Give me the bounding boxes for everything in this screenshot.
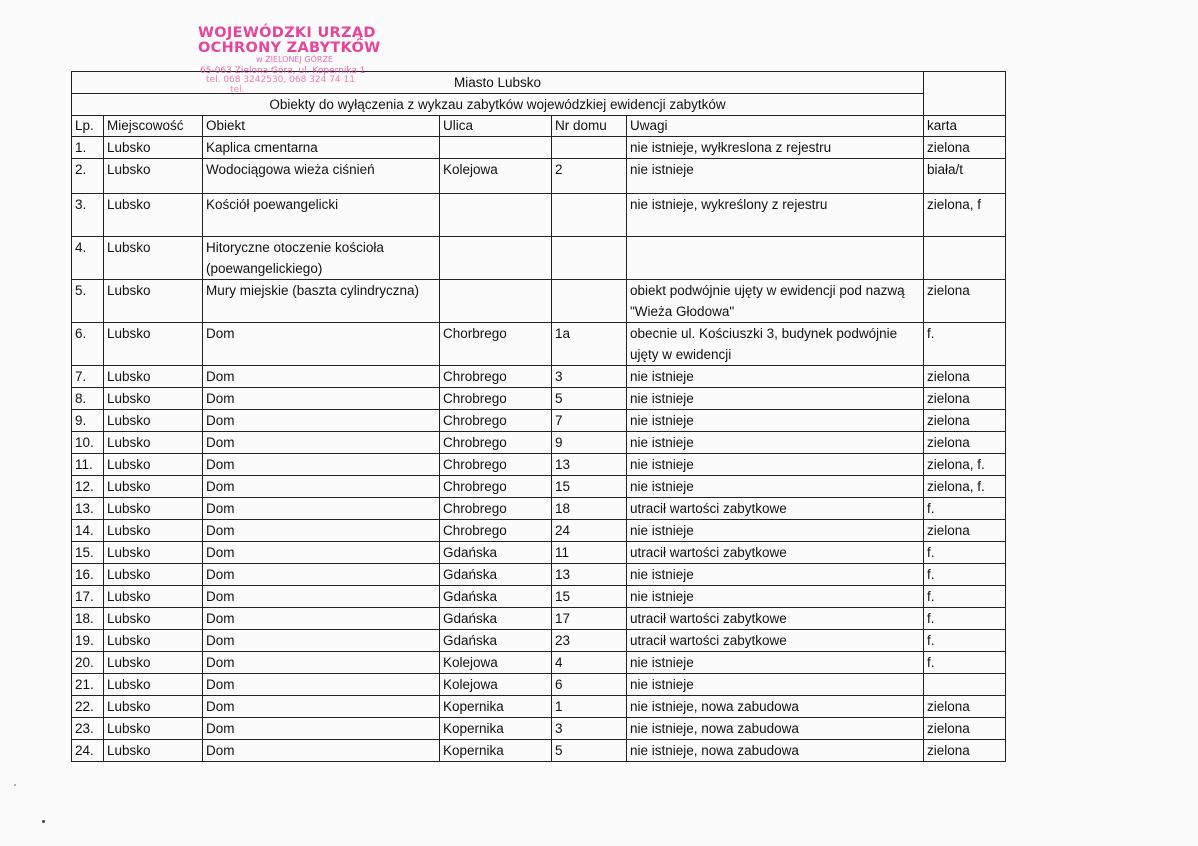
cell-nr: 3: [552, 718, 627, 740]
cell-miejscowosc: Lubsko: [104, 542, 203, 564]
cell-nr: 1a: [552, 323, 627, 366]
cell-obiekt: Dom: [203, 476, 440, 498]
cell-nr: 7: [552, 410, 627, 432]
cell-lp: 11.: [72, 454, 104, 476]
table-row: [72, 740, 1006, 762]
table-row: [72, 476, 1006, 498]
cell-ulica: Chrobrego: [440, 520, 552, 542]
cell-nr: 13: [552, 454, 627, 476]
col-header-karta: karta: [924, 116, 1006, 137]
cell-miejscowosc: Lubsko: [104, 137, 203, 159]
stamp-line-5: tel. 068 3242530, 068 324 74 11: [206, 75, 355, 86]
cell-uwagi: nie istnieje, nowa zabudowa: [627, 740, 924, 762]
cell-obiekt: Dom: [203, 432, 440, 454]
table-row: [72, 498, 1006, 520]
cell-lp: 3.: [72, 194, 104, 237]
cell-obiekt: Dom: [203, 652, 440, 674]
cell-karta: f.: [924, 630, 1006, 652]
col-header-nr: Nr domu: [552, 116, 627, 137]
cell-nr: 17: [552, 608, 627, 630]
scan-speck: [14, 784, 16, 786]
table-row: [72, 323, 1006, 366]
cell-uwagi: nie istnieje: [627, 674, 924, 696]
cell-karta: [924, 237, 1006, 280]
cell-obiekt: Kościół poewangelicki: [203, 194, 440, 237]
cell-miejscowosc: Lubsko: [104, 652, 203, 674]
cell-nr: [552, 237, 627, 280]
column-header-row: [72, 116, 1006, 137]
table-row: [72, 454, 1006, 476]
cell-miejscowosc: Lubsko: [104, 564, 203, 586]
cell-obiekt: Dom: [203, 454, 440, 476]
cell-lp: 5.: [72, 280, 104, 323]
table-row: [72, 718, 1006, 740]
cell-karta: f.: [924, 323, 1006, 366]
cell-karta: zielona: [924, 696, 1006, 718]
cell-karta: zielona: [924, 410, 1006, 432]
cell-uwagi: obecnie ul. Kościuszki 3, budynek podwójnie ujęty w ewidencji: [627, 323, 924, 366]
cell-nr: 15: [552, 476, 627, 498]
cell-uwagi: utracił wartości zabytkowe: [627, 608, 924, 630]
cell-lp: 24.: [72, 740, 104, 762]
cell-karta: zielona: [924, 432, 1006, 454]
cell-obiekt: Hitoryczne otoczenie kościoła (poewangelickiego): [203, 237, 440, 280]
cell-obiekt: Kaplica cmentarna: [203, 137, 440, 159]
cell-miejscowosc: Lubsko: [104, 237, 203, 280]
cell-obiekt: Dom: [203, 674, 440, 696]
cell-karta: zielona: [924, 137, 1006, 159]
cell-karta: f.: [924, 498, 1006, 520]
monuments-table: [71, 71, 1006, 762]
cell-ulica: [440, 237, 552, 280]
cell-nr: 15: [552, 586, 627, 608]
cell-miejscowosc: Lubsko: [104, 410, 203, 432]
cell-karta: f.: [924, 542, 1006, 564]
cell-ulica: Gdańska: [440, 586, 552, 608]
cell-uwagi: utracił wartości zabytkowe: [627, 498, 924, 520]
cell-nr: 4: [552, 652, 627, 674]
cell-ulica: Kolejowa: [440, 674, 552, 696]
table-row: [72, 630, 1006, 652]
cell-lp: 13.: [72, 498, 104, 520]
cell-lp: 4.: [72, 237, 104, 280]
cell-lp: 6.: [72, 323, 104, 366]
cell-uwagi: nie istnieje: [627, 476, 924, 498]
cell-ulica: Chrobrego: [440, 498, 552, 520]
cell-ulica: Kopernika: [440, 718, 552, 740]
cell-ulica: Chorbrego: [440, 323, 552, 366]
cell-lp: 20.: [72, 652, 104, 674]
cell-miejscowosc: Lubsko: [104, 586, 203, 608]
cell-obiekt: Dom: [203, 740, 440, 762]
cell-miejscowosc: Lubsko: [104, 194, 203, 237]
cell-ulica: Kopernika: [440, 740, 552, 762]
cell-obiekt: Dom: [203, 564, 440, 586]
table-body: [72, 137, 1006, 762]
cell-obiekt: Dom: [203, 366, 440, 388]
cell-uwagi: utracił wartości zabytkowe: [627, 630, 924, 652]
table-row: [72, 586, 1006, 608]
table-row: [72, 608, 1006, 630]
cell-miejscowosc: Lubsko: [104, 388, 203, 410]
table-row: [72, 137, 1006, 159]
cell-ulica: Gdańska: [440, 608, 552, 630]
stamp-line-4: 65-063 Zielona Góra, ul. Kopernika 1: [200, 65, 366, 76]
cell-nr: 9: [552, 432, 627, 454]
cell-miejscowosc: Lubsko: [104, 696, 203, 718]
table-row: [72, 159, 1006, 194]
cell-ulica: Chrobrego: [440, 476, 552, 498]
scan-speck: [42, 820, 45, 823]
cell-nr: [552, 137, 627, 159]
cell-karta: f.: [924, 608, 1006, 630]
cell-karta: zielona: [924, 718, 1006, 740]
cell-nr: 3: [552, 366, 627, 388]
cell-lp: 1.: [72, 137, 104, 159]
cell-lp: 12.: [72, 476, 104, 498]
cell-ulica: Kolejowa: [440, 652, 552, 674]
cell-lp: 19.: [72, 630, 104, 652]
cell-karta: zielona: [924, 280, 1006, 323]
cell-ulica: Gdańska: [440, 630, 552, 652]
cell-lp: 23.: [72, 718, 104, 740]
cell-uwagi: nie istnieje: [627, 388, 924, 410]
cell-obiekt: Dom: [203, 696, 440, 718]
cell-ulica: [440, 280, 552, 323]
cell-lp: 9.: [72, 410, 104, 432]
cell-uwagi: nie istnieje: [627, 432, 924, 454]
cell-miejscowosc: Lubsko: [104, 718, 203, 740]
table-row: [72, 652, 1006, 674]
stamp-line-1: WOJEWÓDZKI URZĄD: [198, 25, 376, 41]
cell-nr: 5: [552, 388, 627, 410]
cell-nr: 1: [552, 696, 627, 718]
cell-obiekt: Dom: [203, 586, 440, 608]
cell-uwagi: nie istnieje: [627, 586, 924, 608]
stamp-line-6: tel.: [230, 84, 245, 95]
cell-uwagi: nie istnieje: [627, 159, 924, 194]
cell-miejscowosc: Lubsko: [104, 674, 203, 696]
cell-ulica: Gdańska: [440, 542, 552, 564]
cell-uwagi: nie istnieje, wykreślony z rejestru: [627, 194, 924, 237]
cell-lp: 10.: [72, 432, 104, 454]
table-row: [72, 366, 1006, 388]
table-row: [72, 388, 1006, 410]
cell-miejscowosc: Lubsko: [104, 366, 203, 388]
cell-miejscowosc: Lubsko: [104, 454, 203, 476]
stamp-line-3: w ZIELONEJ GÓRZE: [256, 55, 333, 65]
cell-karta: biała/t: [924, 159, 1006, 194]
header-empty-cell: [924, 72, 1006, 116]
cell-uwagi: nie istnieje: [627, 564, 924, 586]
cell-uwagi: nie istnieje: [627, 410, 924, 432]
cell-nr: 2: [552, 159, 627, 194]
cell-lp: 22.: [72, 696, 104, 718]
cell-ulica: Chrobrego: [440, 366, 552, 388]
stamp-line-2: OCHRONY ZABYTKÓW: [198, 40, 381, 57]
cell-lp: 16.: [72, 564, 104, 586]
cell-ulica: Chrobrego: [440, 410, 552, 432]
cell-ulica: [440, 137, 552, 159]
cell-miejscowosc: Lubsko: [104, 630, 203, 652]
table-row: [72, 280, 1006, 323]
cell-lp: 8.: [72, 388, 104, 410]
cell-karta: f.: [924, 586, 1006, 608]
cell-uwagi: nie istnieje: [627, 520, 924, 542]
cell-karta: zielona, f.: [924, 476, 1006, 498]
cell-karta: [924, 674, 1006, 696]
cell-uwagi: obiekt podwójnie ujęty w ewidencji pod nazwą "Wieża Głodowa": [627, 280, 924, 323]
table-row: [72, 696, 1006, 718]
cell-obiekt: Dom: [203, 630, 440, 652]
table-subtitle: Obiekty do wyłączenia z wykzau zabytków wojewódzkiej ewidencji zabytków: [72, 94, 924, 116]
cell-miejscowosc: Lubsko: [104, 280, 203, 323]
cell-miejscowosc: Lubsko: [104, 323, 203, 366]
cell-miejscowosc: Lubsko: [104, 520, 203, 542]
cell-lp: 18.: [72, 608, 104, 630]
cell-uwagi: nie istnieje: [627, 652, 924, 674]
cell-obiekt: Dom: [203, 608, 440, 630]
cell-obiekt: Dom: [203, 520, 440, 542]
table-title: Miasto Lubsko: [72, 72, 924, 94]
table-row: [72, 542, 1006, 564]
col-header-miejscowosc: Miejscowość: [104, 116, 203, 137]
cell-nr: [552, 194, 627, 237]
cell-uwagi: nie istnieje: [627, 454, 924, 476]
cell-nr: 18: [552, 498, 627, 520]
cell-obiekt: Dom: [203, 323, 440, 366]
cell-ulica: Chrobrego: [440, 454, 552, 476]
cell-ulica: [440, 194, 552, 237]
cell-karta: zielona: [924, 740, 1006, 762]
cell-nr: 23: [552, 630, 627, 652]
cell-uwagi: nie istnieje, nowa zabudowa: [627, 718, 924, 740]
col-header-ulica: Ulica: [440, 116, 552, 137]
cell-karta: zielona: [924, 388, 1006, 410]
cell-obiekt: Wodociągowa wieża ciśnień: [203, 159, 440, 194]
cell-uwagi: utracił wartości zabytkowe: [627, 542, 924, 564]
cell-miejscowosc: Lubsko: [104, 476, 203, 498]
cell-nr: 13: [552, 564, 627, 586]
cell-obiekt: Dom: [203, 388, 440, 410]
cell-karta: zielona, f: [924, 194, 1006, 237]
cell-nr: 11: [552, 542, 627, 564]
cell-nr: 5: [552, 740, 627, 762]
cell-uwagi: [627, 237, 924, 280]
col-header-uwagi: Uwagi: [627, 116, 924, 137]
cell-lp: 14.: [72, 520, 104, 542]
cell-nr: [552, 280, 627, 323]
table-row: [72, 410, 1006, 432]
col-header-lp: Lp.: [72, 116, 104, 137]
cell-obiekt: Dom: [203, 542, 440, 564]
cell-nr: 6: [552, 674, 627, 696]
cell-miejscowosc: Lubsko: [104, 159, 203, 194]
cell-lp: 15.: [72, 542, 104, 564]
cell-nr: 24: [552, 520, 627, 542]
cell-miejscowosc: Lubsko: [104, 432, 203, 454]
cell-karta: f.: [924, 564, 1006, 586]
cell-lp: 17.: [72, 586, 104, 608]
cell-obiekt: Dom: [203, 410, 440, 432]
cell-ulica: Gdańska: [440, 564, 552, 586]
cell-karta: zielona: [924, 520, 1006, 542]
cell-obiekt: Dom: [203, 498, 440, 520]
cell-lp: 2.: [72, 159, 104, 194]
table-row: [72, 674, 1006, 696]
cell-lp: 7.: [72, 366, 104, 388]
cell-karta: zielona, f.: [924, 454, 1006, 476]
table-row: [72, 237, 1006, 280]
cell-obiekt: Mury miejskie (baszta cylindryczna): [203, 280, 440, 323]
cell-ulica: Kolejowa: [440, 159, 552, 194]
cell-miejscowosc: Lubsko: [104, 608, 203, 630]
cell-ulica: Kopernika: [440, 696, 552, 718]
cell-obiekt: Dom: [203, 718, 440, 740]
table-row: [72, 520, 1006, 542]
table-row: [72, 194, 1006, 237]
cell-karta: f.: [924, 652, 1006, 674]
table-row: [72, 564, 1006, 586]
col-header-obiekt: Obiekt: [203, 116, 440, 137]
cell-karta: zielona: [924, 366, 1006, 388]
cell-ulica: Chrobrego: [440, 432, 552, 454]
cell-uwagi: nie istnieje, wyłkreslona z rejestru: [627, 137, 924, 159]
cell-uwagi: nie istnieje, nowa zabudowa: [627, 696, 924, 718]
cell-miejscowosc: Lubsko: [104, 740, 203, 762]
table-row: [72, 432, 1006, 454]
cell-ulica: Chrobrego: [440, 388, 552, 410]
cell-uwagi: nie istnieje: [627, 366, 924, 388]
cell-lp: 21.: [72, 674, 104, 696]
cell-miejscowosc: Lubsko: [104, 498, 203, 520]
